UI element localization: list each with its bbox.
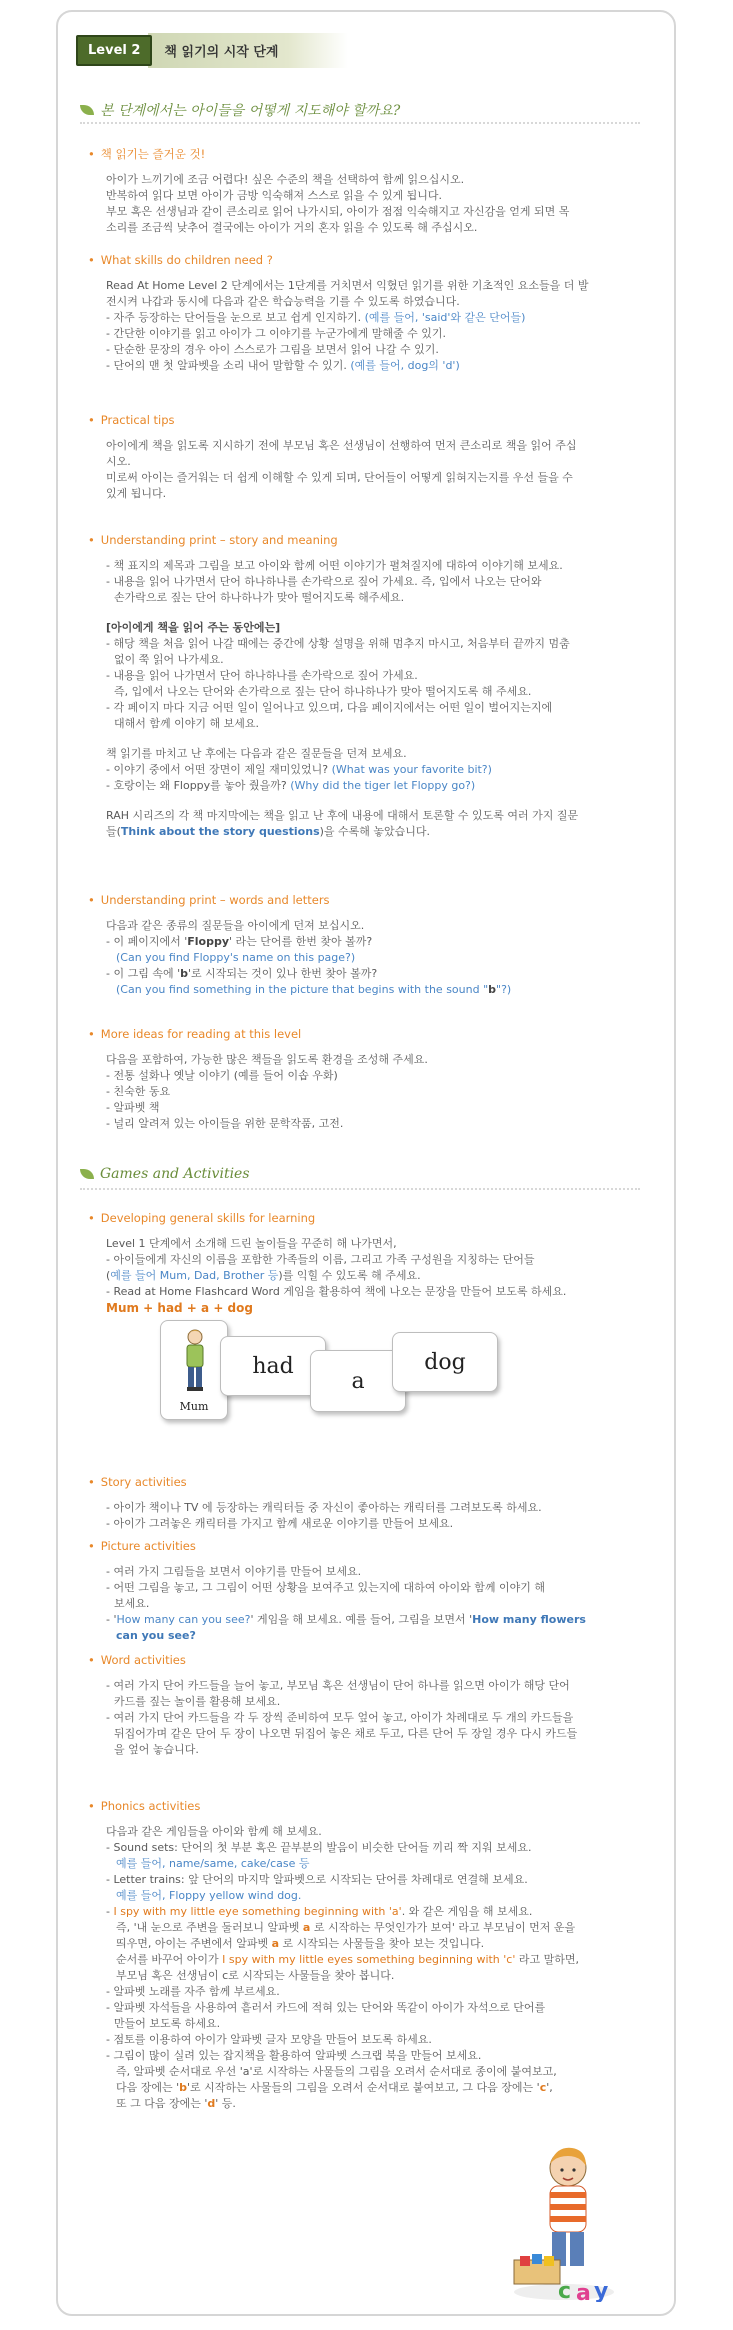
text-line: - 널리 알려져 있는 아이들을 위한 문학작품, 고전.	[106, 1117, 344, 1130]
text-line: 다음과 같은 게임들을 아이와 함께 해 보세요.	[106, 1825, 322, 1838]
text-span: )을 수록해 놓았습니다.	[319, 825, 431, 838]
text-line: 다음을 포함하여, 가능한 많은 책들을 읽도록 환경을 조성해 주세요.	[106, 1053, 428, 1066]
text-line: - 아이들에게 자신의 이름을 포함한 가족들의 이름, 그리고 가족 구성원을 지칭하는 단어들	[106, 1253, 535, 1266]
section-words-letters: • Understanding print – words and letters 다음과 같은 종류의 질문들을 아이에게 던져 보십시오. - 이 페이지에서 'Floppy' 라는 단어를 한번 찾아 볼까? (Can you find Floppy's name on this page?) - 이 그림 속에 'b'로 시작되는 것이 있나 한번 찾아 볼까? (Can you find something in the picture that begins with the sound "b"?)	[88, 892, 658, 998]
flashcard-label: Mum	[179, 1400, 209, 1413]
text-line: - 점토를 이용하여 아이가 알파벳 글자 모양을 만들어 보도록 하세요.	[106, 2033, 432, 2046]
svg-text:a: a	[576, 2281, 591, 2302]
highlight-text: b	[179, 2081, 188, 2094]
text-span: - 자주 등장하는 단어들을 눈으로 보고 쉽게 인지하기.	[106, 311, 365, 324]
text-line: - Sound sets: 단어의 첫 부분 혹은 끝부분의 발음이 비슷한 단어들 끼리 짝 지워 보세요.	[106, 1841, 532, 1854]
text-line: 있게 됩니다.	[106, 487, 167, 500]
highlight-text: can you see?	[116, 1629, 196, 1642]
text-line: - 알파벳 자석들을 사용하여 흩러서 카드에 적혀 있는 단어와 똑같이 아이가 자석으로 단어를	[106, 2001, 546, 2014]
text-line: 대해서 함께 이야기 해 보세요.	[114, 717, 259, 730]
highlight-text: c	[539, 2081, 547, 2094]
level-title: 책 읽기의 시작 단계	[148, 33, 348, 68]
leaf-icon	[80, 1169, 94, 1179]
flashcard-mum	[160, 1320, 228, 1420]
text-span: - 단어의 맨 첫 알파벳을 소리 내어 말함할 수 있기.	[106, 359, 351, 372]
text-line: 즉, 입에서 나오는 단어와 손가락으로 짚는 단어 하나하나가 맞아 떨어지도록 해 주세요.	[114, 685, 532, 698]
highlight-text: Floppy	[187, 935, 230, 948]
text-span: '로 시작되는 것이 있나 한번 찾아 볼까?	[187, 967, 378, 980]
text-line: 책 읽기를 마치고 난 후에는 다음과 같은 질문들을 던져 보세요.	[106, 747, 407, 760]
text-span: -	[106, 1905, 114, 1918]
games-heading	[80, 1166, 250, 1182]
text-line: - 알파벳 노래를 자주 함께 부르세요.	[106, 1985, 280, 1998]
section-title: Story activities	[100, 1475, 187, 1489]
section-title: Understanding print – story and meaning	[100, 533, 338, 547]
text-line: - 간단한 이야기를 읽고 아이가 그 이야기를 누군가에게 말해줄 수 있기.	[106, 327, 446, 340]
text-span: - 호랑이는 왜 Floppy를 놓아 줬을까?	[106, 779, 291, 792]
example-text: 예를 들어 Mum, Dad, Brother 등	[110, 1269, 279, 1282]
text-line: - 아이가 책이나 TV 에 등장하는 캐릭터들 중 자신이 좋아하는 캐릭터를 그려보도록 하세요.	[106, 1501, 542, 1514]
section-title: Practical tips	[100, 413, 175, 427]
text-span: '로 시작하는 사물들의 그림을 오려서 순서대로 붙여보고, 그 다음 장에는 '	[187, 2081, 540, 2094]
highlight-text: b	[488, 983, 497, 996]
text-span: ',	[546, 2081, 553, 2094]
text-line: - Read at Home Flashcard Word 게임을 활용하여 책에 나오는 문장을 만들어 보도록 하세요.	[106, 1285, 567, 1298]
section-title: What skills do children need ?	[100, 253, 273, 267]
leaf-icon	[80, 105, 94, 115]
highlight-text: d	[207, 2097, 216, 2110]
section-skills: • What skills do children need ? Read At Home Level 2 단계에서는 1단계를 거치면서 익혔던 읽기를 위한 기초적인 요소들을 더 발 전시켜 나갑과 동시에 다음과 같은 학습능력을 기를 수 있도록 하였습니다. - 자주 등장하는 단어들을 눈으로 보고 쉽게 인지하기. (예를 들어, 'said'와 같은 단어들) - 간단한 이야기를 읽고 아이가 그 이야기를 누군가에게 말해줄 수 있기. - 단순한 문장의 경우 아이 스스로가 그림을 보면서 읽어 나갈 수 있기. - 단어의 맨 첫 알파벳을 소리 내어 말함할 수 있기. (예를 들어, dog의 'd')	[88, 252, 658, 374]
text-line: - 해당 책을 처음 읽어 나갈 때에는 중간에 상황 설명을 위해 멈추지 마시고, 처음부터 끝까지 멈춤	[106, 637, 570, 650]
text-span: - 이 페이지에서 '	[106, 935, 188, 948]
intro-heading-text: 본 단계에서는 아이들을 어떻게 지도해야 할까요?	[100, 103, 401, 119]
flashcards-illustration	[160, 1320, 520, 1430]
text-line: - 전통 설화나 옛날 이야기 (예를 들어 이솝 우화)	[106, 1069, 338, 1082]
intro-heading	[80, 100, 400, 120]
text-line: 다음과 같은 종류의 질문들을 아이에게 던져 보십시오.	[106, 919, 365, 932]
text-line: 부모님 혹은 선생님이 c로 시작되는 사물들을 찾아 봅니다.	[116, 1969, 395, 1982]
text-line: Level 1 단계에서 소개해 드린 놀이들을 꾸준히 해 나가면서,	[106, 1237, 397, 1250]
section-practical-tips: • Practical tips 아이에게 책을 읽도록 지시하기 전에 부모님 혹은 선생님이 선행하여 먼저 큰소리로 책을 읽어 주십 시오. 미로써 아이는 즐거워는 더 쉽게 이해할 수 있게 되며, 단어들이 어떻게 읽혀지는지를 우선 들을 수 있게 됩니다.	[88, 412, 658, 502]
child-with-letters-illustration	[506, 2142, 616, 2302]
section-phonics-activities: • Phonics activities 다음과 같은 게임들을 아이와 함께 해 보세요. - Sound sets: 단어의 첫 부분 혹은 끝부분의 발음이 비슷한 단어들 끼리 짝 지워 보세요. 예를 들어, name/same, cake/case 등 - Letter trains: 앞 단어의 마지막 알파벳으로 시작되는 단어를 차례대로 연결해 보세요. 예를 들어, Floppy yellow wind dog. - I spy with my little eye something beginning with 'a'. 와 같은 게임을 해 보세요. 즉, '내 눈으로 주변을 둘러보니 알파벳 a 로 시작하는 무엇인가가 보여' 라고 부모님이 먼저 운을 띄우면, 아이는 주변에서 알파벳 a 로 시작되는 사물들을 찾아 보는 것입니다. 순서를 바꾸어 아이가 I spy with my little eyes something beginning with 'c' 라고 말하면, 부모님 혹은 선생님이 c로 시작되는 사물들을 찾아 봅니다. - 알파벳 노래를 자주 함께 부르세요. - 알파벳 자석들을 사용하여 흩러서 카드에 적혀 있는 단어와 똑같이 아이가 자석으로 단어를 만들어 보도록 하세요. - 점토를 이용하여 아이가 알파벳 글자 모양을 만들어 보도록 하세요. - 그림이 많이 실려 있는 잡지책을 활용하여 알파벳 스크랩 북을 만들어 보세요. 즉, 알파벳 순서대로 우선 'a'로 시작하는 사물들의 그림을 오려서 순서대로 종이에 붙여보고, 다음 장에는 'b'로 시작하는 사물들의 그림을 오려서 순서대로 붙여보고, 그 다음 장에는 'c', 또 그 다음 장에는 'd' 등.	[88, 1798, 658, 2112]
section-title: Phonics activities	[100, 1799, 201, 1813]
section-title: Picture activities	[100, 1539, 196, 1553]
text-span: 즉, '내 눈으로 주변을 둘러보니 알파벳	[116, 1921, 303, 1934]
text-line: 뒤집어가며 같은 단어 두 장이 나오면 뒤집어 놓은 채로 두고, 다른 단어 두 장일 경우 다시 카드들	[114, 1727, 578, 1740]
text-line: - 아이가 그려놓은 캐릭터를 가지고 함께 새로운 이야기를 만들어 보세요.	[106, 1517, 454, 1530]
highlight-text: Think about the story questions	[120, 825, 320, 838]
text-line: 손가락으로 짚는 단어 하나하나가 맞아 떨어지도록 해주세요.	[114, 591, 405, 604]
text-line: - 그림이 많이 실려 있는 잡지책을 활용하여 알파벳 스크랩 북을 만들어 보세요.	[106, 2049, 482, 2062]
highlight-text: a	[271, 1937, 280, 1950]
text-line: - 여러 가지 그림들을 보면서 이야기를 만들어 보세요.	[106, 1565, 362, 1578]
highlight-text: I spy with my little eyes something beginning with 'c'	[222, 1953, 516, 1966]
text-line: RAH 시리즈의 각 책 마지막에는 책을 읽고 난 후에 내용에 대해서 토론할 수 있도록 여러 가지 질문	[106, 809, 579, 822]
divider	[80, 122, 640, 124]
flashcard-label: a	[351, 1368, 365, 1394]
example-text: (Can you find Floppy's name on this page?)	[116, 951, 356, 964]
text-line: - 단순한 문장의 경우 아이 스스로가 그림을 보면서 읽어 나갈 수 있기.	[106, 343, 439, 356]
text-line: 미로써 아이는 즐거워는 더 쉽게 이해할 수 있게 되며, 단어들이 어떻게 읽혀지는지를 우선 들을 수	[106, 471, 573, 484]
text-line: 보세요.	[114, 1597, 150, 1610]
text-line: 부모 혹은 선생님과 같이 큰소리로 읽어 나가시되, 아이가 점점 익숙해지고 자신감을 얻게 되면 목	[106, 205, 570, 218]
text-span: - 이야기 중에서 어떤 장면이 제일 재미있었니?	[106, 763, 332, 776]
text-span: 로 시작하는 무엇인가가 보여' 라고 부모님이 먼저 운을	[310, 1921, 576, 1934]
text-span: - '	[106, 1613, 117, 1626]
flashcard-dog	[392, 1332, 498, 1392]
text-line: 카드를 짚는 놀이를 활용해 보세요.	[114, 1695, 281, 1708]
highlight-text: a	[302, 1921, 311, 1934]
highlight-text: How many flowers	[472, 1613, 586, 1626]
text-line: 시오.	[106, 455, 131, 468]
text-line: - 여러 가지 단어 카드들을 늘어 놓고, 부모님 혹은 선생님이 단어 하나를 읽으면 아이가 해당 단어	[106, 1679, 570, 1692]
text-span: ' 게임을 해 보세요. 예를 들어, 그림을 보면서 '	[250, 1613, 473, 1626]
svg-text:c: c	[558, 2279, 572, 2302]
section-story-meaning: • Understanding print – story and meaning - 책 표지의 제목과 그림을 보고 아이와 함께 어떤 이야기가 펼쳐질지에 대하여 이야기해 보세요. - 내용을 읽어 나가면서 단어 하나하나를 손가락으로 짚어 가세요. 즉, 입에서 나오는 단어와 손가락으로 짚는 단어 하나하나가 맞아 떨어지도록 해주세요. [아이에게 책을 읽어 주는 동안에는] - 해당 책을 처음 읽어 나갈 때에는 중간에 상황 설명을 위해 멈추지 마시고, 처음부터 끝까지 멈춤 없이 쭉 읽어 나가세요. - 내용을 읽어 나가면서 단어 하나하나를 손가락으로 짚어 가세요. 즉, 입에서 나오는 단어와 손가락으로 짚는 단어 하나하나가 맞아 떨어지도록 해 주세요. - 각 페이지 마다 지금 어떤 일이 일어나고 있으며, 다음 페이지에서는 어떤 일이 벌어지는지에 대해서 함께 이야기 해 보세요. 책 읽기를 마치고 난 후에는 다음과 같은 질문들을 던져 보세요. - 이야기 중에서 어떤 장면이 제일 재미있었니? (What was your favorite bit?) - 호랑이는 왜 Floppy를 놓아 줬을까? (Why did the tiger let Floppy go?) RAH 시리즈의 각 책 마지막에는 책을 읽고 난 후에 내용에 대해서 토론할 수 있도록 여러 가지 질문 들(Think about the story questions)을 수록해 놓았습니다.	[88, 532, 658, 840]
text-span: (	[106, 1269, 111, 1282]
section-word-activities: • Word activities - 여러 가지 단어 카드들을 늘어 놓고, 부모님 혹은 선생님이 단어 하나를 읽으면 아이가 해당 단어 카드를 짚는 놀이를 활용해 보세요. - 여러 가지 단어 카드들을 각 두 장씩 준비하여 모두 엎어 놓고, 아이가 차례대로 두 개의 카드들을 뒤집어가며 같은 단어 두 장이 나오면 뒤집어 놓은 채로 두고, 다른 단어 두 장일 경우 다시 카드들 을 엎어 놓습니다.	[88, 1652, 658, 1758]
text-line: - 친숙한 동요	[106, 1085, 171, 1098]
text-line: 전시켜 나갑과 동시에 다음과 같은 학습능력을 기를 수 있도록 하였습니다.	[106, 295, 460, 308]
text-line: 반복하여 읽다 보면 아이가 금방 익숙해져 스스로 읽을 수 있게 됩니다.	[106, 189, 442, 202]
flashcard-label: dog	[424, 1349, 466, 1375]
text-line: 소리를 조금씩 낮추어 결국에는 아이가 거의 혼자 읽을 수 있도록 해 주십시오.	[106, 221, 478, 234]
section-more-ideas: • More ideas for reading at this level 다음을 포함하여, 가능한 많은 책들을 읽도록 환경을 조성해 주세요. - 전통 설화나 옛날 이야기 (예를 들어 이솝 우화) - 친숙한 동요 - 알파벳 책 - 널리 알려져 있는 아이들을 위한 문학작품, 고전.	[88, 1026, 658, 1132]
text-span: 로 시작되는 사물들을 찾아 보는 것입니다.	[279, 1937, 485, 1950]
text-span: ' 등.	[215, 2097, 236, 2110]
divider	[80, 1188, 640, 1190]
games-heading-text: Games and Activities	[100, 1166, 250, 1182]
text-span: 띄우면, 아이는 주변에서 알파벳	[116, 1937, 272, 1950]
section-general-skills: • Developing general skills for learning Level 1 단계에서 소개해 드린 놀이들을 꾸준히 해 나가면서, - 아이들에게 자신의 이름을 포함한 가족들의 이름, 그리고 가족 구성원을 지칭하는 단어들 (예를 들어 Mum, Dad, Brother 등)를 익힐 수 있도록 해 주세요. - Read at Home Flashcard Word 게임을 활용하여 책에 나오는 문장을 만들어 보도록 하세요. Mum + had + a + dog	[88, 1210, 658, 1316]
mum-figure-icon	[175, 1327, 215, 1393]
text-line: - 어떤 그림을 놓고, 그 그림이 어떤 상황을 보여주고 있는지에 대하여 아이와 함께 이야기 해	[106, 1581, 545, 1594]
text-span: . 와 같은 게임을 해 보세요.	[401, 1905, 533, 1918]
text-line: - 내용을 읽어 나가면서 단어 하나하나를 손가락으로 짚어 가세요. 즉, 입에서 나오는 단어와	[106, 575, 542, 588]
text-span: 들(	[106, 825, 121, 838]
text-line: 없이 쭉 읽어 나가세요.	[114, 653, 224, 666]
text-span: 다음 장에는 '	[116, 2081, 180, 2094]
svg-text:y: y	[594, 2279, 609, 2302]
text-line: 아이에게 책을 읽도록 지시하기 전에 부모님 혹은 선생님이 선행하여 먼저 큰소리로 책을 읽어 주십	[106, 439, 577, 452]
text-line: 즉, 알파벳 순서대로 우선 'a'로 시작하는 사물들의 그림을 오려서 순서대로 종이에 붙여보고,	[116, 2065, 557, 2078]
text-span: 라고 말하면,	[515, 1953, 580, 1966]
subsection-heading: [아이에게 책을 읽어 주는 동안에는]	[106, 621, 281, 634]
section-picture-activities: • Picture activities - 여러 가지 그림들을 보면서 이야기를 만들어 보세요. - 어떤 그림을 놓고, 그 그림이 어떤 상황을 보여주고 있는지에 대하여 아이와 함께 이야기 해 보세요. - 'How many can you see?' 게임을 해 보세요. 예를 들어, 그림을 보면서 'How many flowers can you see?	[88, 1538, 658, 1644]
section-title: Developing general skills for learning	[100, 1211, 316, 1225]
text-line: 만들어 보도록 하세요.	[114, 2017, 221, 2030]
text-line: - Letter trains: 앞 단어의 마지막 알파벳으로 시작되는 단어를 차례대로 연결해 보세요.	[106, 1873, 528, 1886]
section-title: More ideas for reading at this level	[100, 1027, 302, 1041]
text-line: - 내용을 읽어 나가면서 단어 하나하나를 손가락으로 짚어 가세요.	[106, 669, 418, 682]
example-text: (Can you find something in the picture that begins with the sound "	[116, 983, 489, 996]
section-story-activities: • Story activities - 아이가 책이나 TV 에 등장하는 캐릭터들 중 자신이 좋아하는 캐릭터를 그려보도록 하세요. - 아이가 그려놓은 캐릭터를 가지고 함께 새로운 이야기를 만들어 보세요.	[88, 1474, 658, 1532]
text-line: - 여러 가지 단어 카드들을 각 두 장씩 준비하여 모두 엎어 놓고, 아이가 차례대로 두 개의 카드들을	[106, 1711, 574, 1724]
text-line: - 각 페이지 마다 지금 어떤 일이 일어나고 있으며, 다음 페이지에서는 어떤 일이 벌어지는지에	[106, 701, 553, 714]
example-text: "?)	[496, 983, 512, 996]
section-title: 책 읽기는 즐거운 것!	[100, 147, 206, 161]
section-fun-reading: • 책 읽기는 즐거운 것! 아이가 느끼기에 조금 어렵다! 싶은 수준의 책을 선택하여 함께 읽으십시오. 반복하여 읽다 보면 아이가 금방 익숙해져 스스로 읽을 수 있게 됩니다. 부모 혹은 선생님과 같이 큰소리로 읽어 나가시되, 아이가 점점 익숙해지고 자신감을 얻게 되면 목 소리를 조금씩 낮추어 결국에는 아이가 거의 혼자 읽을 수 있도록 해 주십시오.	[88, 146, 658, 236]
highlight-text: I spy with my little eye something beginning with 'a'	[113, 1905, 402, 1918]
example-text: (예를 들어, dog의 'd')	[350, 359, 460, 372]
section-title: Word activities	[100, 1653, 186, 1667]
example-text: (What was your favorite bit?)	[331, 763, 492, 776]
text-line: Read At Home Level 2 단계에서는 1단계를 거치면서 익혔던 읽기를 위한 기초적인 요소들을 더 발	[106, 279, 589, 292]
flashcard-label: had	[252, 1353, 294, 1379]
example-text: (Why did the tiger let Floppy go?)	[290, 779, 476, 792]
text-span: ' 라는 단어를 한번 찾아 볼까?	[229, 935, 373, 948]
highlight-text: b	[180, 967, 188, 980]
level-banner	[76, 30, 348, 70]
text-line: - 책 표지의 제목과 그림을 보고 아이와 함께 어떤 이야기가 펼쳐질지에 대하여 이야기해 보세요.	[106, 559, 563, 572]
text-line: 아이가 느끼기에 조금 어렵다! 싶은 수준의 책을 선택하여 함께 읽으십시오.	[106, 173, 465, 186]
text-span: - 이 그림 속에 '	[106, 967, 181, 980]
text-span: 또 그 다음 장에는 '	[116, 2097, 208, 2110]
example-text: How many can you see?	[116, 1613, 251, 1626]
example-text: 예를 들어, Floppy yellow wind dog.	[116, 1889, 302, 1902]
word-formula: Mum + had + a + dog	[106, 1301, 253, 1315]
text-span: )를 익힐 수 있도록 해 주세요.	[278, 1269, 421, 1282]
text-line: 을 엎어 놓습니다.	[114, 1743, 199, 1756]
text-span: 순서를 바꾸어 아이가	[116, 1953, 223, 1966]
example-text: 예를 들어, name/same, cake/case 등	[116, 1857, 310, 1870]
level-badge: Level 2	[76, 35, 152, 66]
section-title: Understanding print – words and letters	[100, 893, 330, 907]
example-text: (예를 들어, 'said'와 같은 단어들)	[364, 311, 526, 324]
text-line: - 알파벳 책	[106, 1101, 160, 1114]
